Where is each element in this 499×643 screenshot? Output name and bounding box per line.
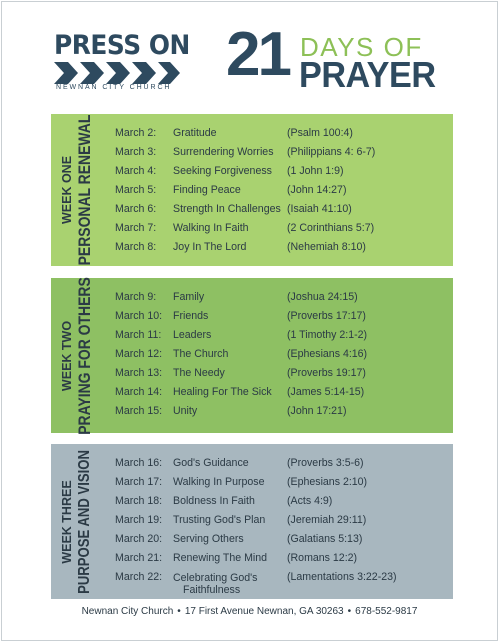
entry-topic: Unity — [173, 405, 198, 417]
chevron-arrows-icon — [54, 62, 184, 84]
entry-date: March 15: — [115, 405, 163, 417]
schedule-row — [115, 124, 453, 143]
schedule-row — [115, 181, 453, 200]
entry-topic: Strength In Challenges — [173, 203, 281, 215]
entry-topic — [173, 572, 257, 596]
entry-topic: Joy In The Lord — [173, 241, 247, 253]
entry-topic: Healing For The Sick — [173, 386, 272, 398]
entry-date: March 13: — [115, 367, 163, 379]
week-theme: PERSONAL RENEWAL — [75, 114, 94, 266]
entry-scripture: (Galatians 5:13) — [287, 533, 363, 545]
schedule-row — [115, 238, 453, 257]
schedule-row — [115, 307, 453, 326]
schedule-row — [115, 511, 453, 530]
entry-scripture: (Ephesians 4:16) — [287, 348, 368, 360]
schedule-row — [115, 200, 453, 219]
schedule-row — [115, 345, 453, 364]
footer-address: 17 First Avenue Newnan, GA 30263 — [184, 606, 344, 617]
entry-scripture: (Nehemiah 8:10) — [287, 241, 366, 253]
week-one-label — [51, 114, 103, 266]
entry-scripture: (Romans 12:2) — [287, 552, 358, 564]
footer-separator: • — [177, 606, 181, 617]
schedule-row — [115, 219, 453, 238]
schedule-row — [115, 473, 453, 492]
entry-date: March 11: — [115, 329, 162, 341]
entry-scripture: (Lamentations 3:22-23) — [287, 571, 397, 583]
days-of-text: DAYS OF — [300, 32, 423, 62]
footer-separator: • — [347, 606, 352, 617]
entry-topic: Leaders — [173, 329, 212, 341]
entry-date: March 18: — [115, 495, 163, 507]
week-theme: PRAYING FOR OTHERS — [75, 276, 94, 435]
logo-title: PRESS ON — [54, 30, 190, 61]
entry-date: March 16: — [115, 457, 163, 469]
week-three-schedule — [115, 454, 453, 598]
entry-topic: The Church — [173, 348, 229, 360]
entry-topic: The Needy — [173, 367, 225, 379]
entry-topic: Walking In Purpose — [173, 476, 265, 488]
entry-topic: Family — [173, 291, 205, 303]
entry-scripture: (Isaiah 41:10) — [287, 203, 352, 215]
footer-contact — [2, 606, 497, 617]
schedule-row — [115, 143, 453, 162]
week-theme: PURPOSE AND VISION — [76, 449, 93, 594]
entry-topic: Walking In Faith — [173, 222, 249, 234]
entry-topic-line-2: Faithfulness — [183, 584, 241, 596]
entry-scripture: (John 17:21) — [287, 405, 347, 417]
logo-subtitle: NEWNAN CITY CHURCH — [56, 84, 172, 91]
entry-scripture: (John 14:27) — [287, 184, 347, 196]
schedule-row — [115, 568, 453, 598]
entry-topic: Serving Others — [173, 533, 244, 545]
entry-date: March 22: — [115, 571, 163, 583]
entry-date: March 14: — [115, 386, 163, 398]
days-number: 21 — [226, 20, 289, 89]
week-two-schedule — [115, 288, 453, 421]
prayer-text: PRAYER — [299, 54, 436, 95]
entry-scripture: (Joshua 24:15) — [287, 291, 358, 303]
entry-date: March 7: — [115, 222, 157, 234]
entry-topic: Surrendering Worries — [173, 146, 274, 158]
schedule-row — [115, 549, 453, 568]
entry-scripture: (Acts 4:9) — [287, 495, 333, 507]
entry-topic: Trusting God's Plan — [173, 514, 266, 526]
entry-scripture: (Jeremiah 29:11) — [287, 514, 367, 526]
entry-scripture: (1 John 1:9) — [287, 165, 344, 177]
entry-date: March 9: — [115, 291, 157, 303]
entry-date: March 19: — [115, 514, 163, 526]
footer-church-name: Newnan City Church — [81, 606, 174, 617]
entry-date: March 17: — [115, 476, 163, 488]
entry-scripture: (Philippians 4: 6-7) — [287, 146, 376, 158]
flyer-page — [1, 1, 498, 641]
entry-topic: God's Guidance — [173, 457, 249, 469]
entry-topic: Friends — [173, 310, 209, 322]
schedule-row — [115, 454, 453, 473]
week-number: WEEK ONE — [60, 155, 74, 225]
schedule-row — [115, 530, 453, 549]
entry-topic: Gratitude — [173, 127, 217, 139]
schedule-row — [115, 288, 453, 307]
week-one-panel — [51, 114, 453, 266]
entry-date: March 20: — [115, 533, 163, 545]
entry-scripture: (2 Corinthians 5:7) — [287, 222, 375, 234]
entry-scripture: (Proverbs 3:5-6) — [287, 457, 364, 469]
entry-date: March 2: — [115, 127, 157, 139]
entry-topic: Renewing The Mind — [173, 552, 268, 564]
entry-topic-line-1: Celebrating God's — [173, 572, 258, 584]
entry-date: March 8: — [115, 241, 157, 253]
entry-topic: Finding Peace — [173, 184, 241, 196]
press-on-logo — [54, 30, 190, 91]
entry-scripture: (James 5:14-15) — [287, 386, 365, 398]
entry-scripture: (Psalm 100:4) — [287, 127, 353, 139]
entry-topic: Seeking Forgiveness — [173, 165, 272, 177]
entry-date: March 3: — [115, 146, 157, 158]
schedule-row — [115, 364, 453, 383]
schedule-row — [115, 162, 453, 181]
entry-scripture: (Proverbs 19:17) — [287, 367, 366, 379]
week-three-label — [51, 444, 103, 599]
entry-scripture: (1 Timothy 2:1-2) — [287, 329, 368, 341]
footer-phone: 678-552-9817 — [355, 606, 418, 617]
entry-date: March 6: — [115, 203, 157, 215]
entry-scripture: (Proverbs 17:17) — [287, 310, 366, 322]
schedule-row — [115, 402, 453, 421]
week-number: WEEK TWO — [60, 320, 74, 391]
entry-date: March 5: — [115, 184, 157, 196]
entry-date: March 12: — [115, 348, 163, 360]
week-three-panel — [51, 444, 453, 599]
schedule-row — [115, 326, 453, 345]
entry-date: March 21: — [115, 552, 163, 564]
entry-scripture: (Ephesians 2:10) — [287, 476, 368, 488]
entry-topic: Boldness In Faith — [173, 495, 255, 507]
schedule-row — [115, 492, 453, 511]
week-one-schedule — [115, 124, 453, 257]
week-two-panel — [51, 278, 453, 433]
schedule-row — [115, 383, 453, 402]
week-two-label — [51, 278, 103, 433]
week-number: WEEK THREE — [60, 479, 74, 564]
entry-date: March 10: — [115, 310, 163, 322]
entry-date: March 4: — [115, 165, 157, 177]
